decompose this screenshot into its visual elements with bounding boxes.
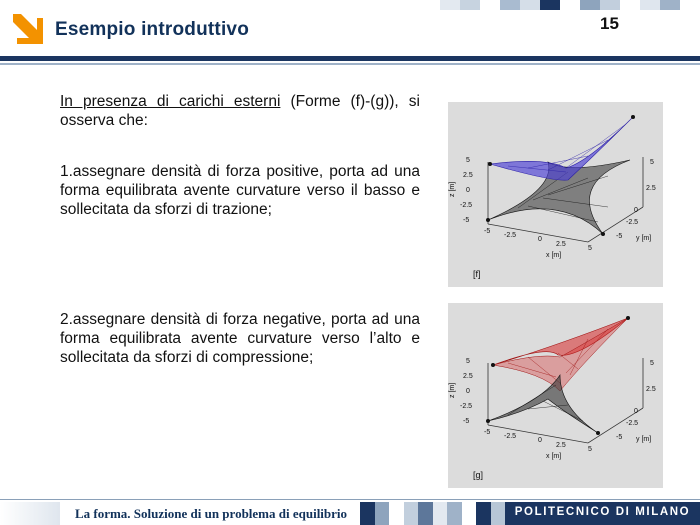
figure-g-y-label: y [m] <box>636 436 652 443</box>
figure-f-z-tick-0: 5 <box>466 157 470 164</box>
figure-g-z-tick-3: -2.5 <box>460 403 473 410</box>
figure-g-z-tick-2: 0 <box>466 388 470 395</box>
figure-f-x-tick-2: 0 <box>538 236 542 243</box>
figure-g-y-tick-4: 5 <box>650 360 654 367</box>
figure-g-x-tick-3: 2.5 <box>556 442 566 449</box>
item-1-text: 1.assegnare densità di forza positive, porta ad una forma equilibrata avente curvature verso il basso e sollecitata da sforzi di trazione; <box>60 163 420 218</box>
figure-f-y-tick-0: -5 <box>616 233 623 240</box>
figure-f-x-tick-3: 2.5 <box>556 241 566 248</box>
figure-f-x-tick-1: -2.5 <box>504 232 517 239</box>
figure-g-x-tick-1: -2.5 <box>504 433 517 440</box>
slide-title: Esempio introduttivo <box>55 19 249 40</box>
footer-caption: La forma. Soluzione di un problema di equilibrio <box>62 504 360 523</box>
figure-g-tag: [g] <box>473 470 484 480</box>
figure-g-x-label: x [m] <box>546 453 562 460</box>
figure-f-tag: [f] <box>473 269 481 279</box>
figure-f-y-label: y [m] <box>636 235 652 242</box>
figure-g-z-tick-0: 5 <box>466 358 470 365</box>
figure-f <box>448 102 663 287</box>
footer-rule <box>0 499 700 500</box>
item-2-text: 2.assegnare densità di forza negative, porta ad una forma equilibrata avente curvature verso l’alto e sollecitata da sforzi di compressione; <box>60 311 420 366</box>
figure-g-x-tick-4: 5 <box>588 446 592 453</box>
figure-f-x-tick-4: 5 <box>588 245 592 252</box>
figure-g <box>448 303 663 488</box>
figure-f-z-tick-2: 0 <box>466 187 470 194</box>
footer-brand: POLITECNICO DI MILANO <box>514 506 691 518</box>
figure-g-plot <box>448 303 663 488</box>
figure-f-y-tick-2: 0 <box>634 207 638 214</box>
footer-decorative-strip <box>360 502 505 525</box>
figure-g-x-tick-2: 0 <box>538 437 542 444</box>
figure-g-y-tick-2: 0 <box>634 408 638 415</box>
figure-f-y-tick-1: -2.5 <box>626 219 639 226</box>
figure-g-z-tick-4: -5 <box>463 418 470 425</box>
figure-f-z-tick-3: -2.5 <box>460 202 473 209</box>
header-rule <box>0 56 700 61</box>
figure-f-z-label: z [m] <box>449 181 456 197</box>
header-decorative-strip <box>420 0 700 10</box>
figure-g-x-tick-0: -5 <box>484 429 491 436</box>
intro-paragraph <box>60 92 420 130</box>
figure-f-plot <box>448 102 663 287</box>
figure-f-x-tick-0: -5 <box>484 228 491 235</box>
figure-f-y-tick-3: 2.5 <box>646 185 656 192</box>
footer-decorative-gradient <box>0 502 60 525</box>
figure-g-z-label: z [m] <box>449 382 456 398</box>
figure-f-y-tick-4: 5 <box>650 159 654 166</box>
figure-g-z-tick-1: 2.5 <box>463 373 473 380</box>
intro-underlined-text: In presenza di carichi esterni <box>60 93 281 110</box>
figure-g-y-tick-0: -5 <box>616 434 623 441</box>
intro-rest-text: (Forme (f)-(g)), si osserva che: <box>60 93 420 129</box>
header-rule-thin <box>0 63 700 65</box>
figure-g-y-tick-3: 2.5 <box>646 386 656 393</box>
page-number: 15 <box>600 14 619 33</box>
figure-f-z-tick-1: 2.5 <box>463 172 473 179</box>
logo-arrow-icon <box>9 10 45 46</box>
figure-g-y-tick-1: -2.5 <box>626 420 639 427</box>
figure-f-z-tick-4: -5 <box>463 217 470 224</box>
figure-f-x-label: x [m] <box>546 252 562 259</box>
